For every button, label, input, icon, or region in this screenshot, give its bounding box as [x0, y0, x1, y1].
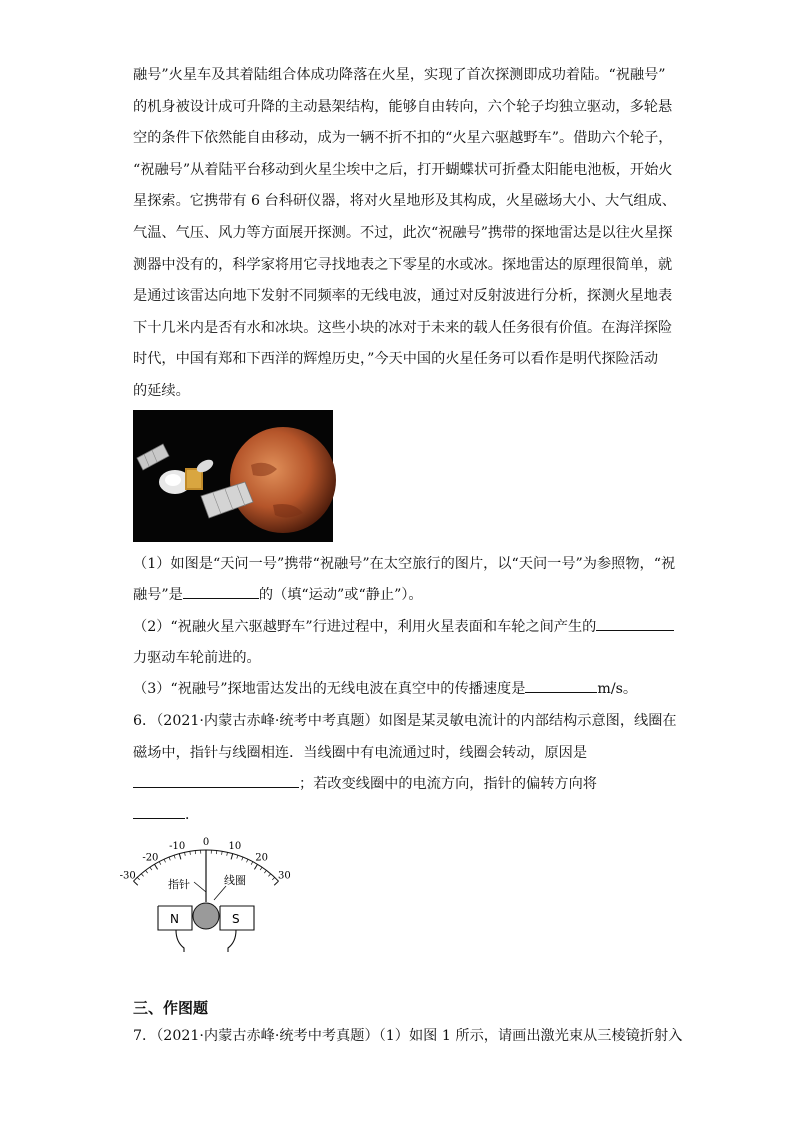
- coil-circle: [193, 903, 219, 929]
- scale-tick: [185, 852, 186, 855]
- scale-tick: [251, 862, 253, 865]
- coil-label: 线圈: [224, 874, 246, 887]
- scale-tick: [254, 864, 257, 869]
- south-pole-label: S: [232, 912, 240, 926]
- scale-tick: [260, 867, 262, 870]
- scale-tick: [227, 852, 228, 855]
- scale-label: -10: [169, 840, 186, 852]
- q1-answer-blank[interactable]: [183, 584, 259, 599]
- q1-text-before-blank: 融号”是: [133, 587, 183, 603]
- scale-tick: [150, 867, 152, 870]
- scale-tick: [268, 874, 270, 877]
- intro-line: 空的条件下依然能自由移动，成为一辆不折不扣的“火星六驱越野车”。借助六个轮子，: [133, 130, 673, 147]
- scale-tick: [137, 877, 139, 880]
- pointer-label: 指针: [168, 878, 190, 891]
- scale-tick: [141, 874, 143, 877]
- north-pole-label: N: [170, 912, 179, 926]
- scale-label: 30: [277, 870, 291, 882]
- scale-tick: [237, 855, 238, 858]
- scale-tick: [169, 857, 170, 860]
- scale-labels: [120, 837, 291, 882]
- q3-line: [133, 678, 637, 700]
- q1-line2: [133, 584, 423, 606]
- intro-line: “祝融号”从着陆平台移动到火星尘埃中之后，打开蝴蝶状可折叠太阳能电池板，开始火: [133, 161, 673, 178]
- q6-direction-blank[interactable]: [133, 804, 185, 819]
- scale-tick: [274, 881, 278, 885]
- section-heading: 三、作图题: [133, 999, 209, 1017]
- scale-tick: [242, 857, 243, 860]
- scale-label: -20: [142, 852, 159, 864]
- scale-tick: [190, 851, 191, 854]
- intro-line: 融号”火星车及其着陆组合体成功降落在火星，实现了首次探测即成功着陆。“祝融号”: [133, 67, 666, 83]
- intro-line: 星探索。它携带有 6 台科研仪器，将对火星地形及其构成，火星磁场大小、大气组成、: [133, 193, 676, 210]
- tianwen-zhurong-illustration: [133, 410, 333, 542]
- scale-tick: [272, 877, 274, 880]
- scale-label: -30: [119, 870, 136, 882]
- q1-line1: （1）如图是“天问一号”携带“祝融号”在太空旅行的图片，以“天问一号”为参照物，“祝: [133, 556, 676, 572]
- scale-tick: [246, 859, 247, 862]
- q6-period: ．: [185, 807, 200, 823]
- intro-line: 时代，中国有郑和下西洋的辉煌历史，”今天中国的火星任务可以看作是明代探险活动: [133, 351, 659, 368]
- scale-tick: [179, 854, 181, 860]
- q6-line4: [133, 804, 199, 826]
- q6-line2: 磁场中，指针与线圈相连．当线圈中有电流通过时，线圈会转动，原因是: [133, 745, 588, 761]
- scale-tick: [146, 870, 148, 873]
- q6-line1: 6．（2021·内蒙古赤峰·统考中考真题）如图是某灵敏电流计的内部结构示意图，线圈在: [133, 713, 677, 729]
- galvanometer-svg: [119, 830, 291, 960]
- scale-label: 10: [228, 840, 242, 852]
- spacecraft-mars-photo: [133, 410, 333, 542]
- scale-tick: [231, 854, 233, 860]
- q3-unit: m/s。: [597, 681, 638, 697]
- scale-tick: [164, 859, 165, 862]
- intro-line: 的机身被设计成可升降的主动悬架结构，能够自由转向，六个轮子均独立驱动，多轮悬: [133, 98, 673, 115]
- q7-line1: 7．（2021·内蒙古赤峰·统考中考真题）（1）如图 1 所示，请画出激光束从三棱镜折射入: [133, 1028, 683, 1044]
- intro-line: 测器中没有的，科学家将用它寻找地表之下零星的水或冰。探地雷达的原理很简单，就: [133, 256, 673, 273]
- q6-line3: [133, 773, 597, 795]
- intro-line: 是通过该雷达向地下发射不同频率的无线电波，通过对反射波进行分析，探测火星地表: [133, 288, 673, 305]
- intro-line: 的延续。: [133, 383, 190, 399]
- scale-tick: [264, 870, 266, 873]
- q2-text: （2）“祝融火星六驱越野车”行进过程中，利用火星表面和车轮之间产生的: [133, 619, 597, 635]
- q2-answer-blank[interactable]: [596, 616, 674, 631]
- q6-reason-blank[interactable]: [133, 773, 299, 788]
- scale-tick: [159, 862, 161, 865]
- intro-line: 下十几米内是否有水和冰块。这些小块的冰对于未来的载人任务很有价值。在海洋探险: [133, 319, 673, 336]
- q2-line2: 力驱动车轮前进的。: [133, 650, 261, 666]
- scale-tick: [133, 881, 137, 885]
- galvanometer-diagram: [119, 830, 291, 960]
- q2-line1: [133, 616, 674, 638]
- q3-text: （3）“祝融号”探地雷达发出的无线电波在真空中的传播速度是: [133, 681, 526, 697]
- q3-answer-blank[interactable]: [525, 678, 597, 693]
- scale-tick: [154, 864, 157, 869]
- scale-label: 20: [255, 852, 268, 864]
- scale-tick: [222, 851, 223, 854]
- scale-tick: [174, 855, 175, 858]
- scale-label: 0: [202, 837, 210, 848]
- q1-text-after-blank: 的（填“运动”或“静止”）。: [258, 587, 423, 603]
- intro-line: 气温、气压、风力等方面展开探测。不过，此次“祝融号”携带的探地雷达是以往火星探: [133, 225, 673, 241]
- q6-text-after-reason: ；若改变线圈中的电流方向，指针的偏转方向将: [299, 776, 597, 792]
